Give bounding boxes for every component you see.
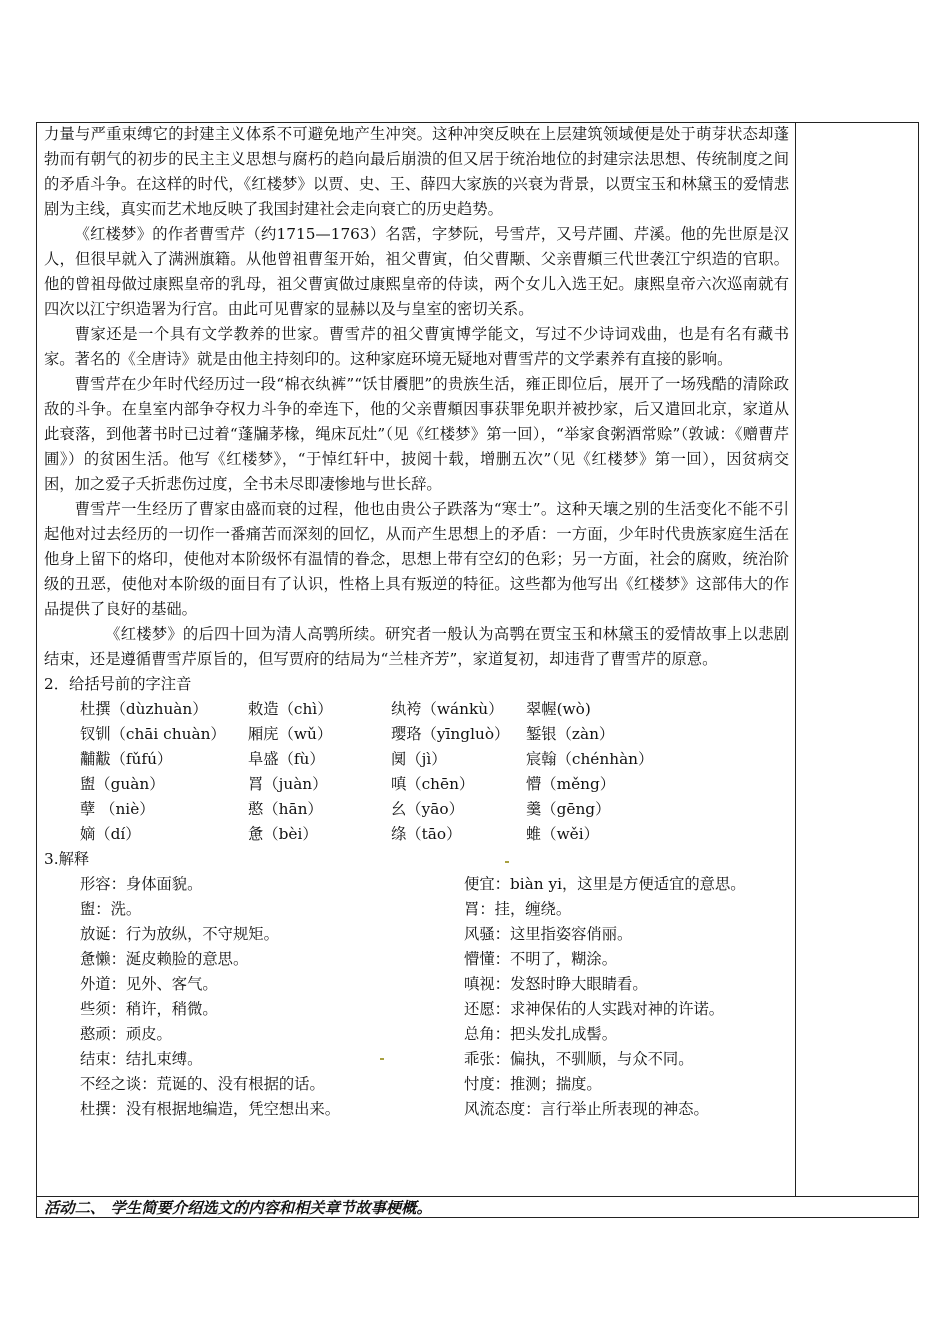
pinyin-item: 绦（tāo） (391, 825, 462, 843)
pinyin-item: 幺（yāo） (391, 800, 464, 818)
pinyin-item: 翠幄(wò) (526, 700, 591, 718)
section-heading: 2．给括号前的字注音 (44, 675, 192, 693)
list-item (44, 922, 789, 947)
definition-left: 外道：见外、客气。 (80, 975, 218, 993)
paragraph: 曹雪芹一生经历了曹家由盛而衰的过程，他也由贵公子跌落为“寒士”。这种天壤之别的生活变化不能不引起他对过去经历的一切作一番痛苦而深刻的回忆，从而产生思想上的矛盾：一方面，少年时代贵族家庭生活在他身上留下的烙印，使他对本阶级怀有温情的眷念，思想上带有空幻的色彩；另一方面，社会的腐败，统治阶级的丑恶，使他对本阶级的面目有了认识，性格上具有叛逆的特征。这些都为他写出《红楼梦》这部伟大的作品提供了良好的基础。 (44, 500, 789, 618)
pinyin-item: 錾银（zàn） (526, 725, 615, 743)
definition-left: 结束：结扎束缚。 (80, 1050, 203, 1068)
definition-right: 忖度：推测；揣度。 (464, 1075, 602, 1093)
pinyin-item: 宸翰（chénhàn） (526, 750, 654, 768)
pinyin-item: 阜盛（fù） (248, 750, 325, 768)
list-item (44, 1097, 789, 1122)
pinyin-item: 孽 （niè） (80, 800, 155, 818)
definition-left: 憨顽：顽皮。 (80, 1025, 172, 1043)
definition-right: 风骚：这里指姿容俏丽。 (464, 925, 633, 943)
paragraph: 曹家还是一个具有文学教养的世家。曹雪芹的祖父曹寅博学能文，写过不少诗词戏曲，也是有名有藏书家。著名的《全唐诗》就是由他主持刻印的。这种家庭环境无疑地对曹雪芹的文学素养有直接的影响。 (44, 325, 789, 368)
paragraph: 《红楼梦》的作者曹雪芹（约1715—1763）名霑，字梦阮，号雪芹，又号芹圃、芹溪。他的先世原是汉人，但很早就入了满洲旗籍。从他曾祖曹玺开始，祖父曹寅，伯父曹颙、父亲曹頫三代世袭江宁织造的官职。他的曾祖母做过康熙皇帝的乳母，祖父曹寅做过康熙皇帝的侍读，两个女儿入选王妃。康熙皇帝六次巡南就有四次以江宁织造署为行宫。由此可见曹家的显赫以及与皇室的密切关系。 (44, 225, 789, 318)
paragraph: 力量与严重束缚它的封建主义体系不可避免地产生冲突。这种冲突反映在上层建筑领域便是处于萌芽状态却蓬勃而有朝气的初步的民主主义思想与腐朽的趋向最后崩溃的但又居于统治地位的封建宗法思想、传统制度之间的矛盾斗争。在这样的时代，《红楼梦》以贾、史、王、薛四大家族的兴衰为背景，以贾宝玉和林黛玉的爱情悲剧为主线，真实而艺术地反映了我国封建社会走向衰亡的历史趋势。 (44, 125, 789, 218)
pinyin-item: 阒（jì） (391, 750, 447, 768)
pinyin-item: 嗔（chēn） (391, 775, 475, 793)
pinyin-item: 懵（měng） (526, 775, 616, 793)
definition-right: 嗔视：发怒时睁大眼睛看。 (464, 975, 648, 993)
definition-right: 风流态度：言行举止所表现的神态。 (464, 1100, 709, 1118)
definition-right: 罥：挂，缠绕。 (464, 900, 572, 918)
definition-left: 杜撰：没有根据地编造，凭空想出来。 (80, 1100, 341, 1118)
list-item (44, 1022, 789, 1047)
list-item (44, 997, 789, 1022)
section-heading: 3.解释 (44, 850, 90, 868)
definition-left: 形容：身体面貌。 (80, 875, 203, 893)
pinyin-item: 惫（bèi） (248, 825, 318, 843)
pinyin-item: 纨袴（wánkù） (391, 700, 504, 718)
list-item (44, 947, 789, 972)
pinyin-table (44, 697, 789, 847)
stray-mark (380, 1058, 384, 1060)
pinyin-item: 钗钏（chāi chuàn） (80, 725, 226, 743)
pinyin-item: 盥（guàn） (80, 775, 165, 793)
activity-heading: 活动二、 学生简要介绍选文的内容和相关章节故事梗概。 (44, 1199, 432, 1217)
table-row (44, 797, 789, 822)
paragraph: 曹雪芹在少年时代经历过一段“棉衣纨裤”“饫甘餍肥”的贵族生活，雍正即位后，展开了一场残酷的清除政敌的斗争。在皇室内部争夺权力斗争的牵连下，他的父亲曹頫因事获罪免职并被抄家，后又遣回北京，家道从此衰落，到他著书时已过着“蓬牖茅椽，绳床瓦灶”（见《红楼梦》第一回），“举家食粥酒常赊”（敦诚：《赠曹芹圃》）的贫困生活。他写《红楼梦》，“于悼红轩中，披阅十载，增删五次”（见《红楼梦》第一回），因贫病交困，加之爱子夭折悲伤过度，全书未尽即凄惨地与世长辞。 (44, 375, 789, 493)
stray-mark (505, 861, 509, 863)
pinyin-item: 嫡（dí） (80, 825, 141, 843)
definition-list (44, 872, 789, 1122)
definition-right: 还愿：求神保佑的人实践对神的许诺。 (464, 1000, 725, 1018)
pinyin-item: 羹（gēng） (526, 800, 611, 818)
definition-left: 不经之谈：荒诞的、没有根据的话。 (80, 1075, 325, 1093)
pinyin-item: 憨（hān） (248, 800, 323, 818)
definition-right: 懵懂：不明了，糊涂。 (464, 950, 618, 968)
definition-left: 放诞：行为放纵，不守规矩。 (80, 925, 279, 943)
pinyin-item: 厢庑（wǔ） (248, 725, 333, 743)
list-item (44, 1047, 789, 1072)
list-item (44, 872, 789, 897)
pinyin-item: 敕造（chì） (248, 700, 333, 718)
pinyin-item: 璎珞（yīngluò） (391, 725, 510, 743)
list-item (44, 972, 789, 997)
definition-right: 总角：把头发扎成髻。 (464, 1025, 618, 1043)
list-item (44, 1072, 789, 1097)
definition-right: 便宜：biàn yi，这里是方便适宜的意思。 (464, 875, 746, 893)
pinyin-item: 蜼（wěi） (526, 825, 599, 843)
table-row (44, 772, 789, 797)
table-row (44, 697, 789, 722)
table-row (44, 722, 789, 747)
table-row (44, 822, 789, 847)
definition-left: 惫懒：涎皮赖脸的意思。 (80, 950, 249, 968)
list-item (44, 897, 789, 922)
paragraph: 《红楼梦》的后四十回为清人高鹗所续。研究者一般认为高鹗在贾宝玉和林黛玉的爱情故事上以悲剧结束，还是遵循曹雪芹原旨的，但写贾府的结局为“兰桂齐芳”，家道复初，却违背了曹雪芹的原意。 (44, 625, 789, 668)
table-row (44, 747, 789, 772)
column-divider (795, 122, 796, 1196)
definition-left: 盥：洗。 (80, 900, 142, 918)
definition-left: 些须：稍许，稍微。 (80, 1000, 218, 1018)
pinyin-item: 罥（juàn） (248, 775, 328, 793)
definition-right: 乖张：偏执，不驯顺，与众不同。 (464, 1050, 694, 1068)
main-content (44, 122, 789, 1122)
pinyin-item: 杜撰（dùzhuàn） (80, 700, 208, 718)
pinyin-item: 黼黻（fǔfú） (80, 750, 173, 768)
